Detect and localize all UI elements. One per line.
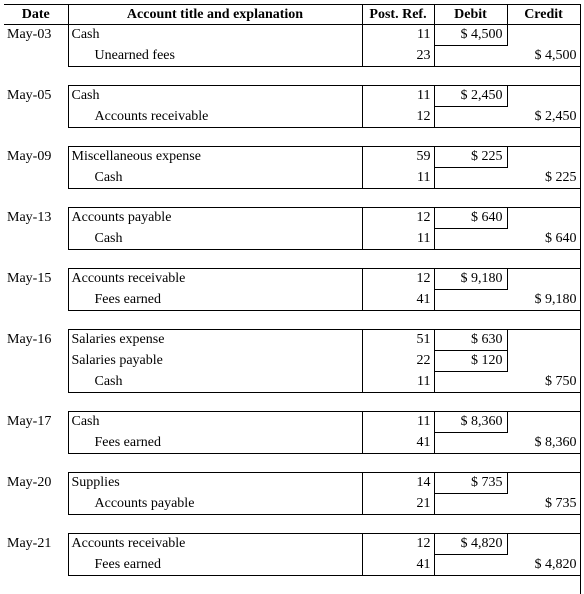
- entry-separator: [4, 250, 580, 269]
- entry-date: [4, 290, 68, 311]
- account-title: Cash: [68, 25, 362, 46]
- entry-date: May-21: [4, 534, 68, 555]
- separator-cell: [507, 576, 580, 594]
- separator-cell: [434, 454, 507, 473]
- journal-line: [4, 107, 580, 128]
- credit-amount: [507, 351, 580, 372]
- entry-separator: [4, 67, 580, 86]
- credit-amount: $ 4,820: [507, 555, 580, 576]
- account-title: Cash: [68, 372, 362, 393]
- post-ref: 23: [362, 46, 434, 67]
- separator-cell: [4, 128, 68, 147]
- separator-cell: [4, 393, 68, 412]
- separator-cell: [4, 454, 68, 473]
- header-credit: Credit: [507, 5, 580, 25]
- separator-cell: [4, 311, 68, 330]
- separator-cell: [507, 515, 580, 534]
- separator-cell: [434, 515, 507, 534]
- account-title: Cash: [68, 86, 362, 107]
- separator-cell: [507, 128, 580, 147]
- header-date: Date: [4, 5, 68, 25]
- journal-line: [4, 534, 580, 555]
- entry-date: [4, 433, 68, 454]
- account-title: Fees earned: [68, 433, 362, 454]
- credit-amount: [507, 147, 580, 168]
- separator-cell: [4, 250, 68, 269]
- header-account: Account title and explanation: [68, 5, 362, 25]
- debit-amount: [434, 433, 507, 454]
- journal-line: [4, 494, 580, 515]
- separator-cell: [507, 189, 580, 208]
- post-ref: 11: [362, 372, 434, 393]
- journal-line: [4, 351, 580, 372]
- debit-amount: [434, 107, 507, 128]
- post-ref: 22: [362, 351, 434, 372]
- separator-cell: [4, 189, 68, 208]
- debit-amount: [434, 46, 507, 67]
- debit-amount: $ 735: [434, 473, 507, 494]
- post-ref: 41: [362, 555, 434, 576]
- entry-date: May-09: [4, 147, 68, 168]
- account-title: Cash: [68, 412, 362, 433]
- credit-amount: [507, 269, 580, 290]
- journal-line: [4, 147, 580, 168]
- separator-cell: [68, 311, 362, 330]
- account-title: Miscellaneous expense: [68, 147, 362, 168]
- credit-amount: [507, 534, 580, 555]
- post-ref: 11: [362, 25, 434, 46]
- post-ref: 14: [362, 473, 434, 494]
- journal-line: [4, 25, 580, 46]
- separator-cell: [434, 250, 507, 269]
- credit-amount: $ 750: [507, 372, 580, 393]
- separator-cell: [362, 515, 434, 534]
- account-title: Salaries expense: [68, 330, 362, 351]
- journal-line: [4, 372, 580, 393]
- account-title: Accounts receivable: [68, 269, 362, 290]
- post-ref: 12: [362, 107, 434, 128]
- debit-amount: $ 630: [434, 330, 507, 351]
- credit-amount: [507, 473, 580, 494]
- account-title: Fees earned: [68, 555, 362, 576]
- separator-cell: [68, 393, 362, 412]
- separator-cell: [362, 128, 434, 147]
- debit-amount: $ 4,500: [434, 25, 507, 46]
- debit-amount: [434, 290, 507, 311]
- entry-date: [4, 107, 68, 128]
- separator-cell: [362, 67, 434, 86]
- entry-date: [4, 494, 68, 515]
- debit-amount: $ 8,360: [434, 412, 507, 433]
- credit-amount: $ 640: [507, 229, 580, 250]
- journal-table: [4, 4, 581, 594]
- debit-amount: [434, 229, 507, 250]
- debit-amount: $ 2,450: [434, 86, 507, 107]
- header-post-ref: Post. Ref.: [362, 5, 434, 25]
- credit-amount: $ 8,360: [507, 433, 580, 454]
- debit-amount: $ 225: [434, 147, 507, 168]
- credit-amount: [507, 86, 580, 107]
- entry-date: May-03: [4, 25, 68, 46]
- credit-amount: $ 4,500: [507, 46, 580, 67]
- journal-line: [4, 433, 580, 454]
- separator-cell: [362, 454, 434, 473]
- post-ref: 12: [362, 269, 434, 290]
- entry-separator: [4, 393, 580, 412]
- entry-separator: [4, 515, 580, 534]
- journal-line: [4, 86, 580, 107]
- journal-line: [4, 269, 580, 290]
- header-debit: Debit: [434, 5, 507, 25]
- separator-cell: [4, 515, 68, 534]
- separator-cell: [362, 250, 434, 269]
- journal-line: [4, 168, 580, 189]
- separator-cell: [434, 67, 507, 86]
- entry-date: [4, 46, 68, 67]
- credit-amount: [507, 412, 580, 433]
- separator-cell: [434, 393, 507, 412]
- account-title: Cash: [68, 229, 362, 250]
- journal-line: [4, 229, 580, 250]
- separator-cell: [362, 189, 434, 208]
- account-title: Accounts payable: [68, 494, 362, 515]
- journal-line: [4, 473, 580, 494]
- entry-date: May-13: [4, 208, 68, 229]
- post-ref: 11: [362, 412, 434, 433]
- account-title: Accounts payable: [68, 208, 362, 229]
- debit-amount: [434, 555, 507, 576]
- credit-amount: $ 225: [507, 168, 580, 189]
- separator-cell: [507, 250, 580, 269]
- credit-amount: $ 735: [507, 494, 580, 515]
- credit-amount: $ 9,180: [507, 290, 580, 311]
- account-title: Cash: [68, 168, 362, 189]
- credit-amount: $ 2,450: [507, 107, 580, 128]
- separator-cell: [362, 393, 434, 412]
- debit-amount: [434, 168, 507, 189]
- credit-amount: [507, 330, 580, 351]
- separator-cell: [68, 454, 362, 473]
- separator-cell: [434, 128, 507, 147]
- account-title: Accounts receivable: [68, 534, 362, 555]
- account-title: Salaries payable: [68, 351, 362, 372]
- entry-date: [4, 555, 68, 576]
- debit-amount: $ 640: [434, 208, 507, 229]
- separator-cell: [68, 250, 362, 269]
- post-ref: 59: [362, 147, 434, 168]
- separator-cell: [507, 393, 580, 412]
- account-title: Accounts receivable: [68, 107, 362, 128]
- separator-cell: [434, 311, 507, 330]
- journal-line: [4, 290, 580, 311]
- entry-date: May-17: [4, 412, 68, 433]
- post-ref: 11: [362, 86, 434, 107]
- entry-date: [4, 372, 68, 393]
- separator-cell: [4, 67, 68, 86]
- entry-date: May-15: [4, 269, 68, 290]
- separator-cell: [68, 515, 362, 534]
- debit-amount: $ 9,180: [434, 269, 507, 290]
- entry-date: May-20: [4, 473, 68, 494]
- account-title: Supplies: [68, 473, 362, 494]
- separator-cell: [434, 576, 507, 594]
- separator-cell: [507, 311, 580, 330]
- journal-line: [4, 208, 580, 229]
- post-ref: 41: [362, 290, 434, 311]
- post-ref: 12: [362, 534, 434, 555]
- post-ref: 21: [362, 494, 434, 515]
- debit-amount: [434, 372, 507, 393]
- separator-cell: [362, 576, 434, 594]
- entry-separator: [4, 311, 580, 330]
- post-ref: 41: [362, 433, 434, 454]
- debit-amount: [434, 494, 507, 515]
- account-title: Unearned fees: [68, 46, 362, 67]
- post-ref: 12: [362, 208, 434, 229]
- journal-line: [4, 555, 580, 576]
- entry-date: May-05: [4, 86, 68, 107]
- entry-date: [4, 168, 68, 189]
- post-ref: 51: [362, 330, 434, 351]
- separator-cell: [4, 576, 68, 594]
- account-title: Fees earned: [68, 290, 362, 311]
- post-ref: 11: [362, 168, 434, 189]
- journal-line: [4, 46, 580, 67]
- header-row: [4, 5, 580, 25]
- debit-amount: $ 120: [434, 351, 507, 372]
- entry-separator: [4, 454, 580, 473]
- entry-date: [4, 351, 68, 372]
- separator-cell: [434, 189, 507, 208]
- separator-cell: [68, 189, 362, 208]
- credit-amount: [507, 208, 580, 229]
- separator-cell: [507, 454, 580, 473]
- separator-cell: [68, 67, 362, 86]
- separator-cell: [68, 128, 362, 147]
- entry-date: [4, 229, 68, 250]
- journal-line: [4, 412, 580, 433]
- separator-cell: [68, 576, 362, 594]
- journal-body: [4, 25, 580, 594]
- journal-line: [4, 330, 580, 351]
- entry-date: May-16: [4, 330, 68, 351]
- entry-separator: [4, 128, 580, 147]
- entry-separator: [4, 189, 580, 208]
- credit-amount: [507, 25, 580, 46]
- post-ref: 11: [362, 229, 434, 250]
- debit-amount: $ 4,820: [434, 534, 507, 555]
- entry-separator: [4, 576, 580, 594]
- separator-cell: [362, 311, 434, 330]
- separator-cell: [507, 67, 580, 86]
